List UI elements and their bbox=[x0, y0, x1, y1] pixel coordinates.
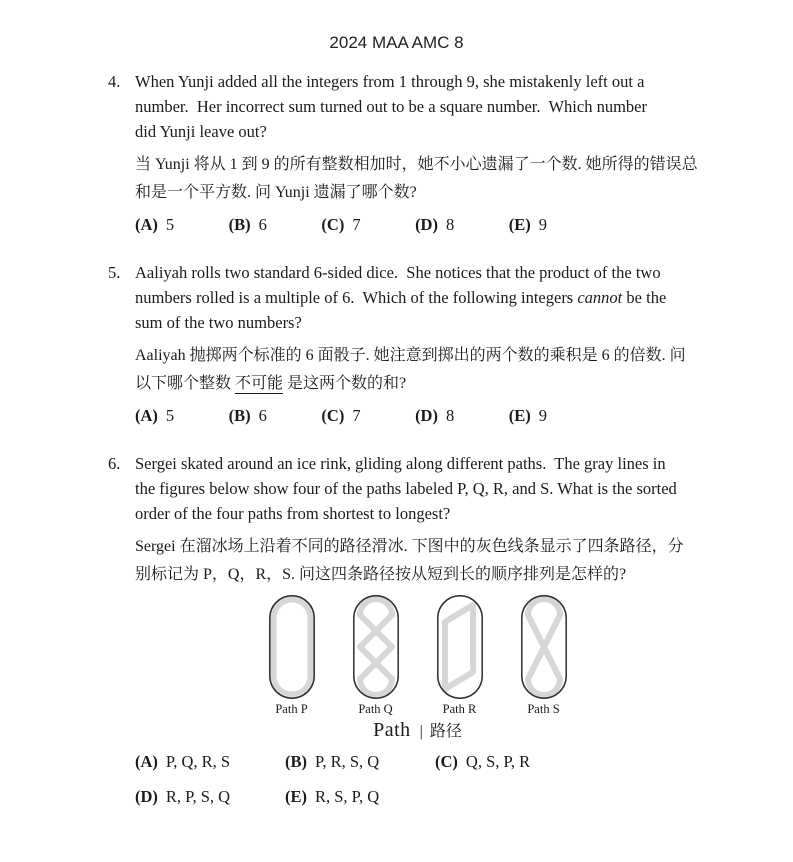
rink-diagram-p bbox=[269, 595, 315, 699]
option-label: (C) bbox=[321, 215, 345, 234]
paths-figure bbox=[135, 595, 700, 742]
text-line: Aaliyah 抛掷两个标准的 6 面骰子. 她注意到掷出的两个数的乘积是 6 的倍数. 问 bbox=[135, 347, 686, 364]
option-d bbox=[415, 215, 454, 235]
option-e bbox=[285, 787, 435, 807]
text-line: number. Her incorrect sum turned out to be a square number. Which number bbox=[135, 97, 647, 116]
option-value: 6 bbox=[258, 406, 267, 425]
gray-path-stroke bbox=[360, 599, 392, 695]
page-title: 2024 MAA AMC 8 bbox=[329, 33, 464, 52]
gray-path-stroke bbox=[445, 605, 473, 689]
text-line: Sergei 在溜冰场上沿着不同的路径滑冰. 下图中的灰色线条显示了四条路径，分 bbox=[135, 538, 684, 555]
option-c bbox=[435, 752, 710, 772]
text-line bbox=[135, 285, 710, 310]
option-value: 6 bbox=[258, 215, 267, 234]
problem-5-text-en bbox=[135, 260, 710, 335]
problem-4 bbox=[108, 69, 793, 235]
option-label: (B) bbox=[228, 406, 251, 425]
figure-label: Path R bbox=[442, 702, 477, 716]
option-label: (A) bbox=[135, 215, 158, 234]
option-value: 8 bbox=[445, 406, 455, 425]
option-value: 8 bbox=[445, 215, 455, 234]
rink-diagram-q bbox=[353, 595, 399, 699]
text-line: did Yunji leave out? bbox=[135, 122, 267, 141]
problem-4-text-zh bbox=[135, 151, 710, 207]
option-label: (D) bbox=[135, 787, 158, 806]
option-label: (C) bbox=[435, 752, 458, 771]
option-value: 9 bbox=[538, 406, 547, 425]
figure-label: Path Q bbox=[358, 702, 393, 716]
text-segment: 以下哪个整数 bbox=[135, 375, 236, 392]
option-c bbox=[321, 215, 360, 235]
text-line: 和是一个平方数. 问 Yunji 遗漏了哪个数? bbox=[135, 184, 417, 201]
text-line: When Yunji added all the integers from 1 through 9, she mistakenly left out a bbox=[135, 72, 645, 91]
emphasized-word: cannot bbox=[577, 288, 623, 307]
option-b bbox=[229, 215, 267, 235]
option-label: (E) bbox=[508, 406, 531, 425]
problem-6 bbox=[108, 451, 793, 807]
option-label: (B) bbox=[285, 752, 307, 771]
option-value: P, R, S, Q bbox=[315, 752, 380, 771]
option-value: R, P, S, Q bbox=[165, 787, 231, 806]
option-b bbox=[285, 752, 435, 772]
text-segment: be the bbox=[622, 288, 667, 307]
option-value: Q, S, P, R bbox=[465, 752, 531, 771]
underlined-phrase: 不可能 bbox=[235, 375, 284, 392]
option-value: 5 bbox=[165, 215, 175, 234]
gray-path-stroke bbox=[528, 599, 560, 695]
problem-6-text-en bbox=[135, 451, 710, 526]
option-label: (B) bbox=[228, 215, 251, 234]
option-a bbox=[135, 406, 174, 426]
option-value: 7 bbox=[352, 215, 361, 234]
option-a bbox=[135, 215, 174, 235]
text-line: 别标记为 P，Q，R，S. 问这四条路径按从短到长的顺序排列是怎样的? bbox=[135, 566, 627, 583]
problem-6-answer-options bbox=[135, 752, 710, 807]
figure-path-s bbox=[502, 595, 586, 717]
problem-6-number: 6. bbox=[108, 454, 121, 473]
option-label: (A) bbox=[135, 752, 158, 771]
problem-6-text-zh bbox=[135, 533, 710, 589]
text-line: Aaliyah rolls two standard 6-sided dice. She notices that the product of the two bbox=[135, 263, 661, 282]
problem-4-text-en bbox=[135, 69, 710, 144]
figure-row bbox=[135, 595, 700, 717]
caption-chinese: 路径 bbox=[429, 723, 462, 740]
problem-4-number: 4. bbox=[108, 72, 121, 91]
figure-path-p bbox=[250, 595, 334, 717]
rink-diagram-s bbox=[521, 595, 567, 699]
option-d bbox=[415, 406, 454, 426]
figure-caption bbox=[135, 718, 700, 742]
text-line bbox=[135, 370, 710, 398]
problem-4-answer-options bbox=[135, 215, 547, 235]
gray-path-stroke bbox=[273, 600, 310, 695]
figure-path-q bbox=[334, 595, 418, 717]
option-a bbox=[135, 752, 285, 772]
figure-label: Path S bbox=[527, 702, 560, 716]
option-value: R, S, P, Q bbox=[315, 787, 380, 806]
option-b bbox=[229, 406, 267, 426]
text-segment: numbers rolled is a multiple of 6. Which of the following integers bbox=[135, 288, 578, 307]
problem-5-number: 5. bbox=[108, 263, 121, 282]
problem-5-answer-options bbox=[135, 406, 547, 426]
problem-6-body bbox=[135, 451, 710, 807]
figure-label: Path P bbox=[275, 702, 308, 716]
option-label: (A) bbox=[135, 406, 158, 425]
text-line: sum of the two numbers? bbox=[135, 313, 302, 332]
rink-diagram-r bbox=[437, 595, 483, 699]
text-line: order of the four paths from shortest to longest? bbox=[135, 504, 451, 523]
option-d bbox=[135, 787, 285, 807]
option-value: 9 bbox=[538, 215, 547, 234]
problem-5 bbox=[108, 260, 793, 426]
option-label: (E) bbox=[285, 787, 307, 806]
option-e bbox=[509, 215, 547, 235]
problem-4-body bbox=[135, 69, 710, 235]
option-label: (D) bbox=[415, 215, 438, 234]
caption-english: Path bbox=[373, 719, 411, 741]
text-line: 当 Yunji 将从 1 到 9 的所有整数相加时，她不小心遗漏了一个数. 她所得的错误总 bbox=[135, 156, 698, 173]
caption-separator: | bbox=[419, 723, 423, 740]
option-value: P, Q, R, S bbox=[165, 752, 231, 771]
option-value: 5 bbox=[165, 406, 175, 425]
option-e bbox=[509, 406, 547, 426]
figure-path-r bbox=[418, 595, 502, 717]
option-c bbox=[321, 406, 360, 426]
option-label: (C) bbox=[321, 406, 345, 425]
text-line: Sergei skated around an ice rink, gliding along different paths. The gray lines in bbox=[135, 454, 666, 473]
text-segment: 是这两个数的和? bbox=[283, 375, 407, 392]
text-line: the figures below show four of the paths labeled P, Q, R, and S. What is the sorted bbox=[135, 479, 677, 498]
problem-5-body bbox=[135, 260, 710, 426]
option-label: (D) bbox=[415, 406, 438, 425]
option-value: 7 bbox=[352, 406, 361, 425]
option-label: (E) bbox=[508, 215, 531, 234]
problem-5-text-zh bbox=[135, 342, 710, 398]
